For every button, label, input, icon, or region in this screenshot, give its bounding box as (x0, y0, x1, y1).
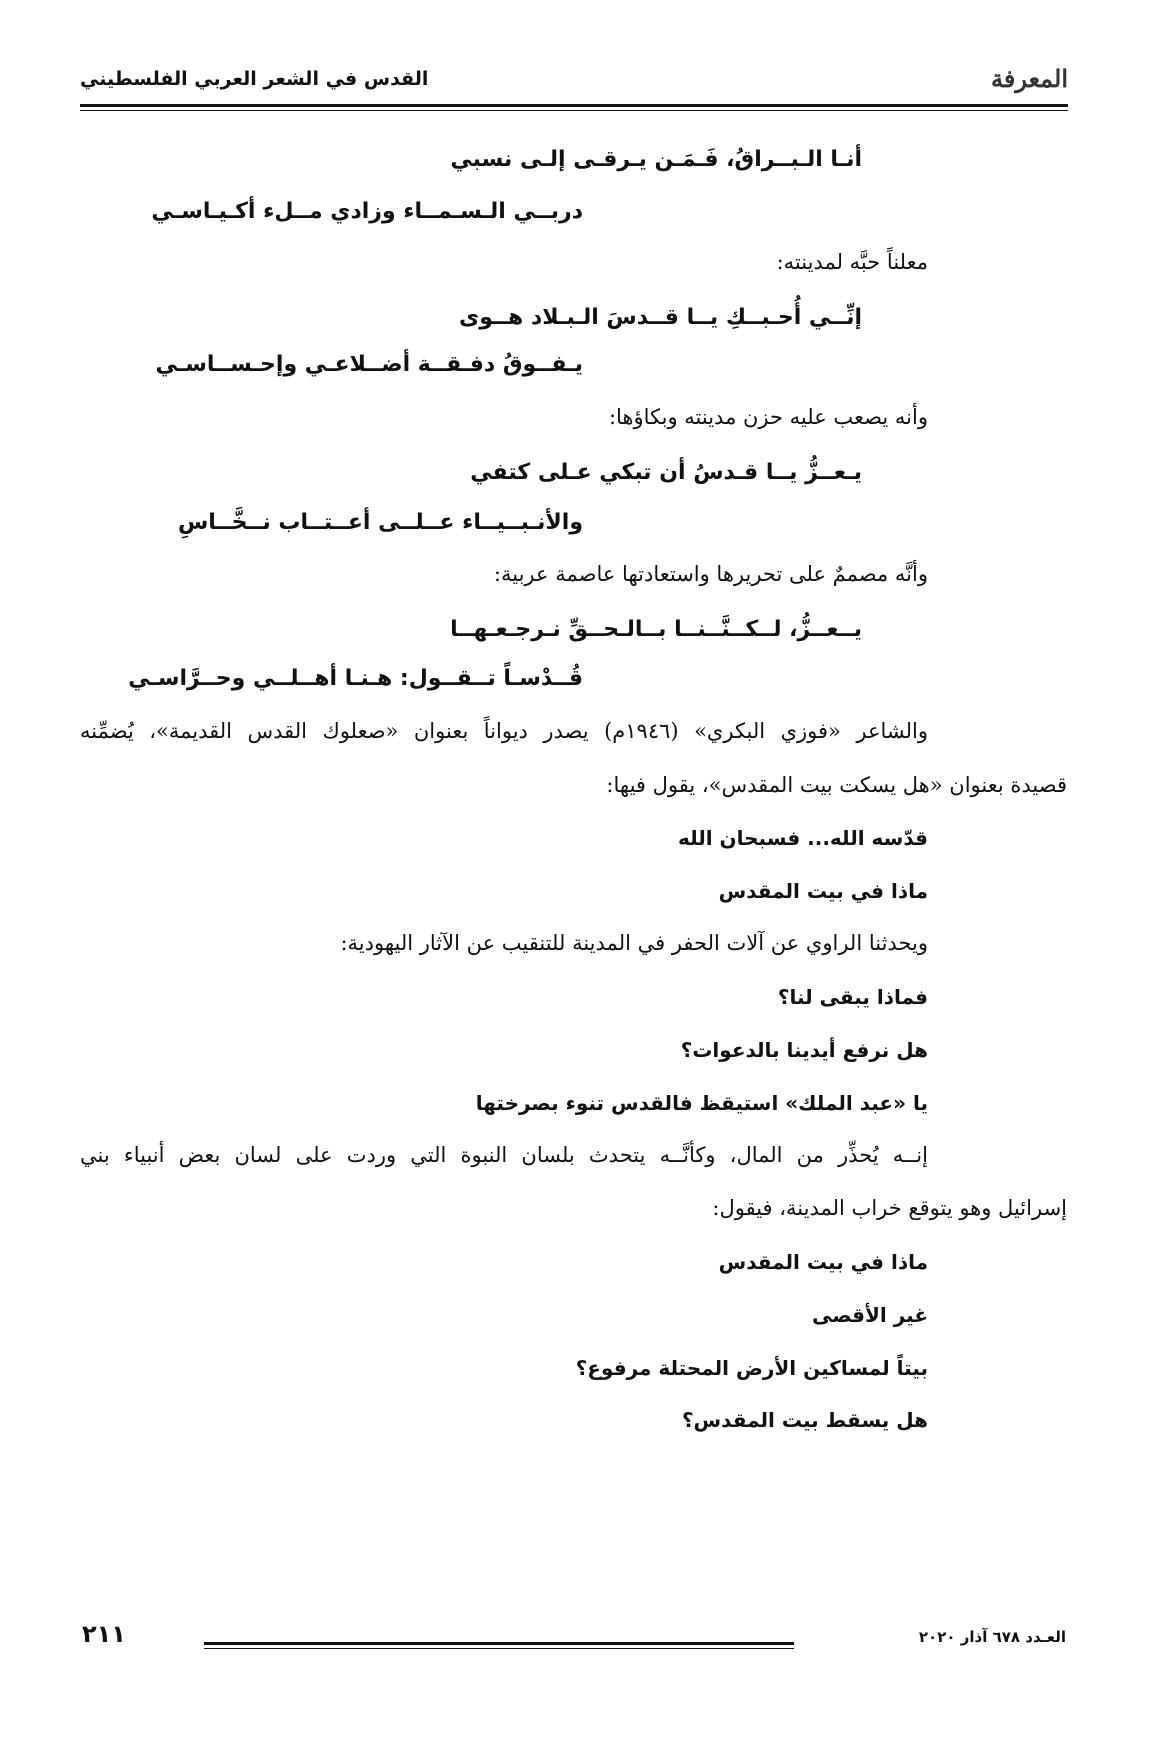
poem-line: ماذا في بيت المقدس (718, 1250, 928, 1274)
poem-line: يا «عبد الملك» استيقظ فالقدس تنوء بصرختها (475, 1091, 928, 1115)
footer-rule (204, 1642, 794, 1645)
journal-logo: المعرفة (990, 64, 1068, 93)
verse-line: أنـا الـبــراقُ، فَـمَـن يـرقـى إلـى نسبي (450, 147, 862, 172)
prose-line: والشاعر «فوزي البكري» (١٩٤٦م) يصدر ديواناً بعنوان «صعلوك القدس القديمة»، يُضمِّنه (80, 719, 929, 743)
verse-line: يــعــزُّ، لــكــنَّــنــا بــالـحــقِّ نـرجـعـهــا (450, 617, 862, 642)
prose-line: قصيدة بعنوان «هل يسكت بيت المقدس»، يقول فيها: (606, 773, 1067, 797)
poem-line: ماذا في بيت المقدس (718, 879, 928, 903)
poem-line: غير الأقصى (811, 1303, 928, 1327)
poem-line: بيتاً لمساكين الأرض المحتلة مرفوع؟ (575, 1356, 928, 1380)
verse-line: يـفــوقُ دفـقــة أضــلاعـي وإحـســاسـي (155, 352, 583, 377)
header-rule (80, 104, 1068, 107)
prose-line: معلناً حبَّه لمدينته: (776, 250, 928, 274)
prose-line: وأنه يصعب عليه حزن مدينته وبكاؤها: (608, 405, 928, 429)
prose-line: إسرائيل وهو يتوقع خراب المدينة، فيقول: (712, 1196, 1067, 1220)
poem-line: هل نرفع أيدينا بالدعوات؟ (680, 1038, 928, 1062)
verse-line: والأنـبــيــاء عــلــى أعــتــاب نــخَّــاسِ (177, 510, 583, 535)
header-rule-thin (80, 110, 1068, 111)
verse-line: قُــدْسـاً تــقــول: هـنـا أهــلــي وحــرَّاسـي (128, 666, 583, 691)
poem-line: هل يسقط بيت المقدس؟ (681, 1408, 928, 1432)
prose-line: ويحدثنا الراوي عن آلات الحفر في المدينة للتنقيب عن الآثار اليهودية: (340, 931, 928, 955)
prose-line: إنــه يُحذِّر من المال، وكأنَّــه يتحدث بلسان النبوة التي وردت على لسان بعض أنبياء بني (80, 1143, 928, 1167)
running-header (80, 60, 1068, 104)
verse-line: دربــي الـسـمــاء وزادي مــلء أكـيـاسـي (151, 199, 583, 224)
poem-line: فماذا يبقى لنا؟ (777, 985, 928, 1009)
prose-line: وأنَّه مصممٌ على تحريرها واستعادتها عاصمة عربية: (493, 562, 928, 586)
page-number: ٢١١ (82, 1620, 126, 1648)
running-title: القدس في الشعر العربي الفلسطيني (80, 68, 429, 90)
verse-line: يـعــزُّ يــا قـدسُ أن تبكي عـلى كتفي (470, 460, 862, 485)
poem-line: قدّسه الله... فسبحان الله (677, 826, 928, 850)
verse-line: إنِّــي أُحـبــكِ يــا قــدسَ الـبـلاد هــوى (459, 305, 862, 330)
issue-info: العـدد ٦٧٨ آذار ٢٠٢٠ (918, 1628, 1066, 1646)
footer-rule-thin (204, 1648, 794, 1649)
